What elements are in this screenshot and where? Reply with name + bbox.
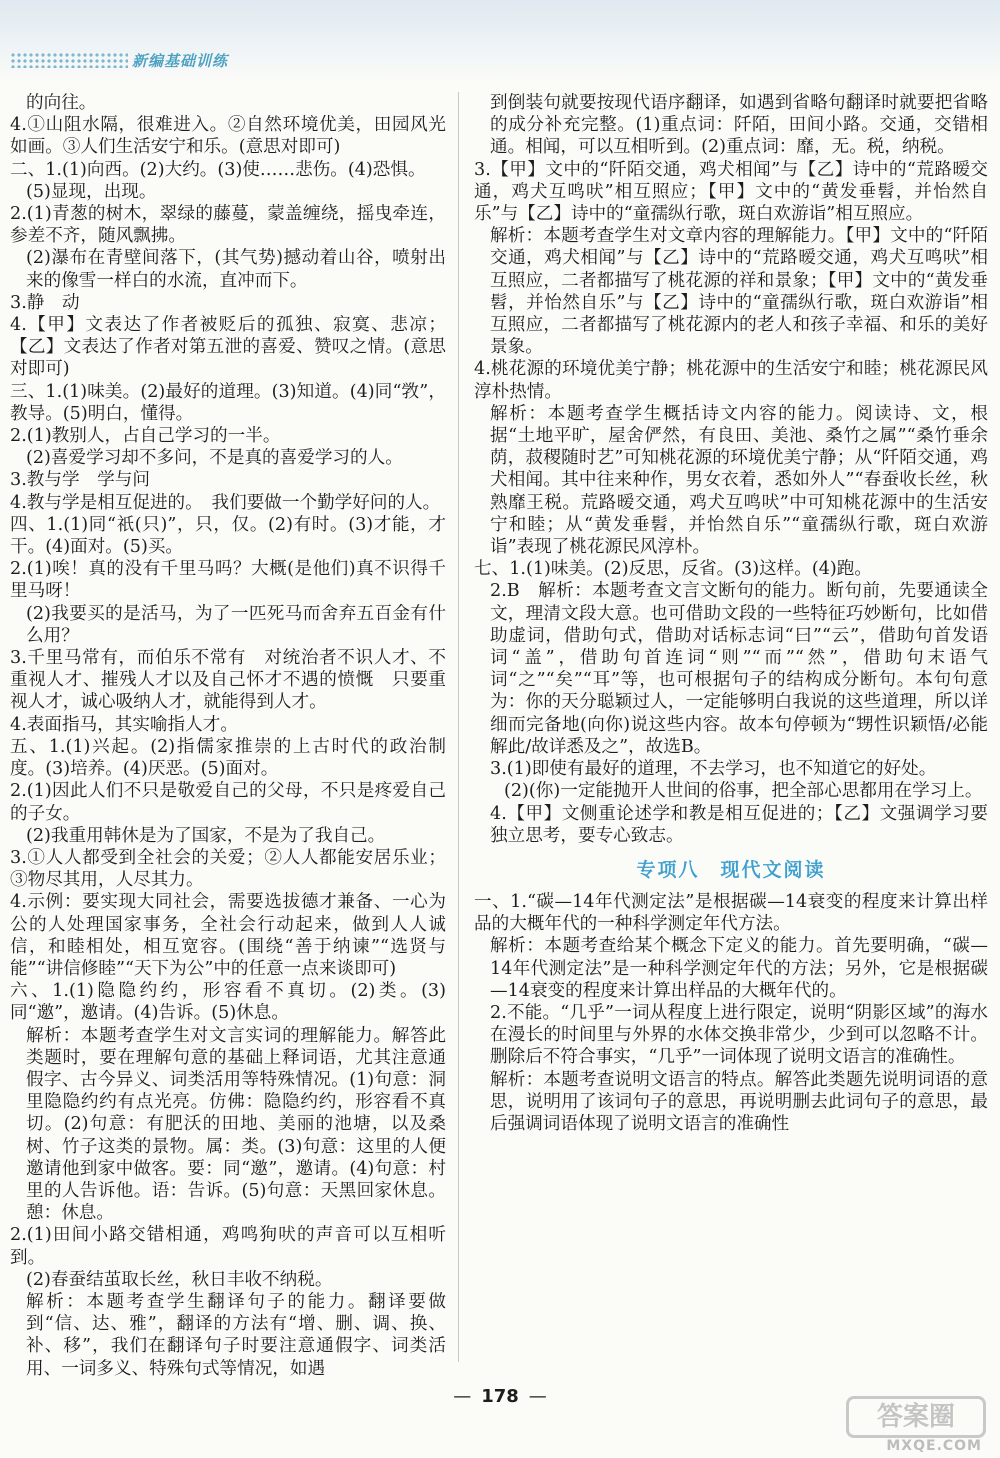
answer-line: (2)瀑布在青壁间落下，(其气势)撼动着山谷，喷射出来的像雪一样白的水流，直冲而下。 [26, 248, 446, 291]
answer-line: 解析：本题考查学生对文章内容的理解能力。【甲】文中的“阡陌交通，鸡犬相闻”与【乙】诗中的“荒路暧交通，鸡犬互鸣吠”相互照应，二者都描写了桃花源的祥和景象；【甲】文中的“黄发垂髫，并怡然自乐”与【乙】诗中的“童孺纵行歌，斑白欢游诣”相互照应，二者都描写了桃花源内的老人和孩子幸福、和乐的美好景象。 [490, 226, 988, 358]
answer-line: 3.【甲】文中的“阡陌交通，鸡犬相闻”与【乙】诗中的“荒路暧交通，鸡犬互鸣吠”相互照应；【甲】文中的“黄发垂髫，并怡然自乐”与【乙】诗中的“童孺纵行歌，斑白欢游诣”相互照应。 [474, 159, 988, 225]
answer-line: 3.千里马常有，而伯乐不常有 对统治者不识人才、不重视人才、摧残人才以及自己怀才不遇的愤慨 只要重视人才，诚心吸纳人才，就能得到人才。 [10, 648, 446, 713]
answer-line: 解析：本题考查学生对文言实词的理解能力。解答此类题时，要在理解句意的基础上释词语，尤其注意通假字、古今异义、词类活用等特殊情况。(1)句意：洞里隐隐约约有点光亮。仿佛：隐隐约约，形容看不真切。(2)句意：有肥沃的田地、美丽的池塘，以及桑树、竹子这类的景物。属：类。(3)句意：这里的人便邀请他到家中做客。要：同“邀”，邀请。(4)句意：村里的人告诉他。语：告诉。(5)句意：天黑回家休息。憩：休息。 [26, 1025, 446, 1224]
answer-line: 2.(1)因此人们不只是敬爱自己的父母，不只是疼爱自己的子女。 [10, 781, 446, 824]
answer-line: 三、1.(1)味美。(2)最好的道理。(3)知道。(4)同“敩”，教导。(5)明白，懂得。 [10, 381, 446, 424]
answer-line: 2.(1)教别人，占自己学习的一半。 [10, 426, 281, 447]
answer-line: 的向往。 [26, 93, 97, 113]
answer-line: 3.教与学 学与问 [10, 470, 150, 491]
answer-line: (2)我要买的是活马，为了一匹死马而舍弃五百金有什么用？ [26, 603, 446, 646]
answer-line: 四、1.(1)同“祇(只)”，只，仅。(2)有时。(3)才能，才干。(4)面对。(5)买。 [10, 514, 446, 558]
column-divider [458, 92, 459, 1362]
right-column-answers [474, 92, 988, 847]
answer-line: 4.示例：要实现大同社会，需要选拔德才兼备、一心为公的人处理国家事务，全社会行动起来，做到人人诚信，和睦相处，相互宽容。(围绕“善于纳谏”“选贤与能”“讲信修睦”“天下为公”中的任意一点来谈即可) [10, 892, 446, 979]
answer-line: 2.(1)唉！真的没有千里马吗？大概(是他们)真不识得千里马呀！ [10, 559, 446, 602]
answer-line: 解析：本题考查学生翻译句子的能力。翻译要做到“信、达、雅”，翻译的方法有“增、删、调、换、补、移”，我们在翻译句子时要注意通假字、词类活用、一词多义、特殊句式等情况，如遇 [26, 1291, 446, 1379]
answer-line: (2)喜爱学习却不多问，不是真的喜爱学习的人。 [26, 448, 403, 469]
answer-line: (5)显现，出现。 [26, 181, 157, 202]
page-number: — 178 — [0, 1386, 1000, 1407]
watermark-site: MXQE.COM [886, 1438, 982, 1454]
watermark [836, 1396, 986, 1452]
answer-line: 解析：本题考查学生概括诗文内容的能力。阅读诗、文，根据“土地平旷，屋舍俨然，有良田、美池、桑竹之属”“桑竹垂余荫，菽稷随时艺”可知桃花源的环境优美宁静；从“阡陌交通，鸡犬相闻。其中往来种作，男女衣着，悉如外人”“春蚕收长丝，秋熟靡王税。荒路暧交通，鸡犬互鸣吠”中可知桃花源中的生活安宁和睦；从“黄发垂髫，并怡然自乐”“童孺纵行歌，斑白欢游诣”表现了桃花源民风淳朴。 [490, 403, 988, 558]
header-dot-pattern [10, 52, 128, 68]
answer-line: 五、1.(1)兴起。(2)指儒家推崇的上古时代的政治制度。(3)培养。(4)厌恶。(5)面对。 [10, 736, 446, 780]
answer-line: 2.(1)田间小路交错相通，鸡鸣狗吠的声音可以互相听到。 [10, 1225, 446, 1268]
answer-line: 六、1.(1)隐隐约约，形容看不真切。(2)类。(3)同“邀”，邀请。(4)告诉。(5)休息。 [10, 981, 446, 1024]
answer-line: 4.【甲】文侧重论述学和教是相互促进的；【乙】文强调学习要独立思考，要专心致志。 [490, 803, 988, 846]
answer-line: 4.①山阻水隔，很难进入。②自然环境优美，田园风光如画。③人们生活安宁和乐。(意思对即可) [10, 115, 446, 158]
watermark-logo: 答案圈 [846, 1396, 986, 1438]
answer-line: 2.不能。“几乎”一词从程度上进行限定，说明“阴影区域”的海水在漫长的时间里与外界的水体交换非常少，少到可以忽略不计。删除后不符合事实，“几乎”一词体现了说明文语言的准确性。 [490, 1002, 988, 1068]
page-header [0, 0, 1000, 82]
answer-line: 到倒装句就要按现代语序翻译，如遇到省略句翻译时就要把省略的成分补充完整。(1)重点词：阡陌，田间小路。交通，交错相通。相闻，可以互相听到。(2)重点词：靡，无。税，纳税。 [490, 93, 988, 158]
answer-line: 2.B 解析：本题考查文言文断句的能力。断句前，先要通读全文，理清文段大意。也可借助文段的一些特征巧妙断句，比如借助虚词，借助句式，借助对话标志词“曰”“云”，借助句首发语词“盖”，借助句首连词“则”“而”“然”，借助句末语气词“之”“矣”“耳”等，也可根据句子的结构成分断句。本句句意为：你的天分聪颖过人，一定能够明白我说的这些道理，所以详细而完备地(向你)说这些内容。故本句停顿为“甥性识颖悟/必能解此/故详悉及之”，故选B。 [490, 581, 988, 757]
answer-line: 一、1.“碳—14年代测定法”是根据碳—14衰变的程度来计算出样品的大概年代的一种科学测定年代方法。 [474, 891, 988, 935]
answer-line: 4.桃花源的环境优美宁静；桃花源中的生活安宁和睦；桃花源民风淳朴热情。 [474, 359, 988, 402]
answer-line: 4.表面指马，其实喻指人才。 [10, 714, 238, 735]
right-column-modern-reading [474, 891, 988, 1135]
answer-line: 七、1.(1)味美。(2)反思，反省。(3)这样。(4)跑。 [474, 559, 872, 580]
answer-line: 解析：本题考查说明文语言的特点。解答此类题先说明词语的意思，说明用了该词句子的意思，再说明删去此词句子的意思，最后强调词语体现了说明文语言的准确性 [490, 1069, 988, 1134]
answer-line: 3.静 动 [10, 292, 80, 313]
right-column [474, 92, 988, 1135]
section-title: 专项八 现代文阅读 [636, 858, 826, 881]
answer-line: 二、1.(1)向西。(2)大约。(3)使……悲伤。(4)恐惧。 [10, 159, 426, 180]
answer-line: (2)(你)一定能抛开人世间的俗事，把全部心思都用在学习上。 [504, 781, 983, 802]
answer-line: 2.(1)青葱的树木，翠绿的藤蔓，蒙盖缠绕，摇曳牵连，参差不齐，随风飘拂。 [10, 204, 446, 247]
answer-line: 3.(1)即使有最好的道理，不去学习，也不知道它的好处。 [490, 759, 937, 780]
book-series-title: 新编基础训练 [132, 52, 229, 70]
answer-line: 4.【甲】文表达了作者被贬后的孤独、寂寞、悲凉；【乙】文表达了作者对第五泄的喜爱、赞叹之情。(意思对即可) [10, 315, 446, 380]
answer-line: (2)我重用韩休是为了国家，不是为了我自己。 [26, 825, 386, 846]
answer-line: 4.教与学是相互促进的。 我们要做一个勤学好问的人。 [10, 492, 441, 513]
left-column [10, 92, 446, 1380]
answer-line: (2)春蚕结茧取长丝，秋日丰收不纳税。 [26, 1269, 333, 1290]
answer-line: 解析：本题考查给某个概念下定义的能力。首先要明确，“碳—14年代测定法”是一种科学测定年代的方法；另外，它是根据碳—14衰变的程度来计算出样品的大概年代的。 [490, 936, 988, 1001]
answer-line: 3.①人人都受到全社会的关爱；②人人都能安居乐业；③物尽其用，人尽其力。 [10, 847, 446, 891]
